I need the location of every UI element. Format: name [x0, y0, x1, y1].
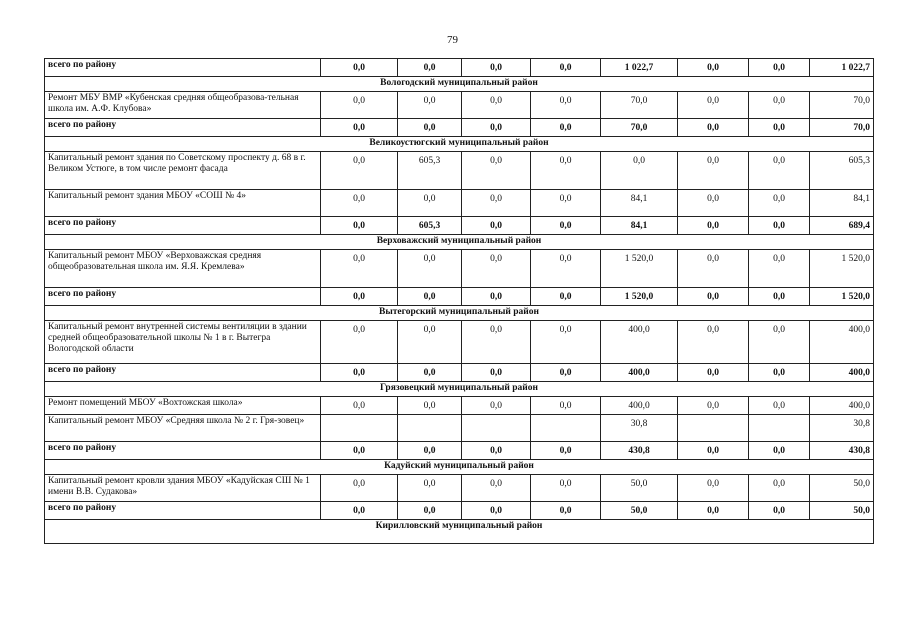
value-cell: 0,0 [321, 92, 398, 119]
value-cell: 0,0 [321, 502, 398, 520]
value-cell: 0,0 [531, 92, 601, 119]
value-cell: 0,0 [398, 442, 462, 460]
value-cell: 0,0 [749, 152, 810, 190]
value-cell: 0,0 [678, 119, 749, 137]
section-title: Кирилловский муниципальный район [45, 520, 874, 544]
table-row [45, 152, 874, 190]
value-cell: 1 520,0 [601, 288, 678, 306]
value-cell: 430,8 [810, 442, 874, 460]
value-cell: 50,0 [810, 502, 874, 520]
total-label: всего по району [45, 217, 321, 235]
value-cell: 0,0 [321, 119, 398, 137]
value-cell: 0,0 [749, 288, 810, 306]
section-title: Кадуйский муниципальный район [45, 460, 874, 475]
value-cell: 0,0 [678, 152, 749, 190]
value-cell: 84,1 [601, 190, 678, 217]
value-cell: 0,0 [531, 59, 601, 77]
value-cell: 400,0 [601, 397, 678, 415]
value-cell: 0,0 [462, 119, 531, 137]
item-name: Ремонт МБУ ВМР «Кубенская средняя общеобразова-тельная школа им. А.Ф. Клубова» [45, 92, 321, 119]
value-cell: 0,0 [749, 92, 810, 119]
item-name: Капитальный ремонт здания МБОУ «СОШ № 4» [45, 190, 321, 217]
value-cell: 0,0 [531, 502, 601, 520]
value-cell: 0,0 [749, 442, 810, 460]
section-title: Вытегорский муниципальный район [45, 306, 874, 321]
value-cell: 0,0 [749, 119, 810, 137]
section-header-row [45, 520, 874, 544]
value-cell: 0,0 [749, 397, 810, 415]
value-cell: 0,0 [462, 442, 531, 460]
value-cell: 0,0 [462, 288, 531, 306]
section-header-row [45, 137, 874, 152]
value-cell: 0,0 [531, 250, 601, 288]
value-cell: 1 520,0 [601, 250, 678, 288]
value-cell: 0,0 [678, 442, 749, 460]
value-cell: 50,0 [601, 475, 678, 502]
value-cell: 0,0 [398, 288, 462, 306]
district-total-row [45, 119, 874, 137]
value-cell: 0,0 [462, 475, 531, 502]
value-cell: 400,0 [810, 397, 874, 415]
value-cell: 0,0 [321, 217, 398, 235]
value-cell: 0,0 [678, 364, 749, 382]
value-cell: 0,0 [398, 364, 462, 382]
district-total-row [45, 442, 874, 460]
value-cell: 0,0 [321, 321, 398, 364]
value-cell: 400,0 [810, 364, 874, 382]
table-row [45, 321, 874, 364]
item-name: Капитальный ремонт МБОУ «Средняя школа № 2 г. Гря-зовец» [45, 415, 321, 442]
value-cell: 0,0 [321, 59, 398, 77]
value-cell: 0,0 [462, 59, 531, 77]
value-cell: 84,1 [810, 190, 874, 217]
value-cell: 0,0 [678, 475, 749, 502]
value-cell: 0,0 [462, 397, 531, 415]
value-cell: 0,0 [321, 190, 398, 217]
value-cell [398, 415, 462, 442]
item-name: Ремонт помещений МБОУ «Вохтожская школа» [45, 397, 321, 415]
value-cell: 0,0 [398, 321, 462, 364]
value-cell: 0,0 [749, 321, 810, 364]
section-header-row [45, 235, 874, 250]
value-cell: 0,0 [321, 475, 398, 502]
value-cell: 70,0 [601, 92, 678, 119]
value-cell: 0,0 [398, 250, 462, 288]
value-cell: 0,0 [678, 288, 749, 306]
value-cell: 30,8 [810, 415, 874, 442]
table-row [45, 397, 874, 415]
value-cell [321, 415, 398, 442]
value-cell: 0,0 [749, 59, 810, 77]
value-cell: 84,1 [601, 217, 678, 235]
item-name: Капитальный ремонт здания по Советскому проспекту д. 68 в г. Великом Устюге, в том числе ремонт фасада [45, 152, 321, 190]
value-cell: 0,0 [678, 59, 749, 77]
value-cell: 0,0 [398, 190, 462, 217]
table-body [45, 59, 874, 544]
item-name: Капитальный ремонт кровли здания МБОУ «Кадуйская СШ № 1 имени В.В. Судакова» [45, 475, 321, 502]
value-cell: 0,0 [749, 364, 810, 382]
value-cell: 0,0 [398, 502, 462, 520]
value-cell: 1 520,0 [810, 288, 874, 306]
value-cell: 0,0 [531, 364, 601, 382]
value-cell: 0,0 [678, 250, 749, 288]
value-cell: 0,0 [531, 190, 601, 217]
value-cell: 0,0 [462, 364, 531, 382]
total-label: всего по району [45, 364, 321, 382]
district-total-row [45, 364, 874, 382]
value-cell: 1 022,7 [810, 59, 874, 77]
value-cell: 0,0 [398, 475, 462, 502]
value-cell: 0,0 [321, 288, 398, 306]
value-cell: 0,0 [678, 190, 749, 217]
value-cell: 0,0 [749, 250, 810, 288]
district-total-row [45, 288, 874, 306]
value-cell: 400,0 [810, 321, 874, 364]
table-row [45, 92, 874, 119]
value-cell: 430,8 [601, 442, 678, 460]
total-label: всего по району [45, 59, 321, 77]
item-name: Капитальный ремонт МБОУ «Верховажская средняя общеобразовательная школа им. Я.Я. Кремлева» [45, 250, 321, 288]
table-row [45, 415, 874, 442]
value-cell [531, 415, 601, 442]
value-cell: 70,0 [601, 119, 678, 137]
page-number: 79 [447, 34, 458, 46]
value-cell: 1 022,7 [601, 59, 678, 77]
value-cell: 0,0 [531, 217, 601, 235]
district-total-row [45, 502, 874, 520]
value-cell: 0,0 [321, 364, 398, 382]
value-cell: 50,0 [601, 502, 678, 520]
total-label: всего по району [45, 288, 321, 306]
value-cell: 0,0 [749, 502, 810, 520]
value-cell: 70,0 [810, 92, 874, 119]
value-cell: 0,0 [531, 119, 601, 137]
value-cell: 0,0 [531, 321, 601, 364]
value-cell: 0,0 [462, 152, 531, 190]
value-cell: 50,0 [810, 475, 874, 502]
value-cell: 0,0 [531, 442, 601, 460]
value-cell: 0,0 [678, 397, 749, 415]
section-header-row [45, 77, 874, 92]
value-cell: 0,0 [678, 321, 749, 364]
table-row [45, 190, 874, 217]
value-cell: 0,0 [398, 119, 462, 137]
budget-table [44, 58, 874, 544]
value-cell: 605,3 [810, 152, 874, 190]
value-cell: 0,0 [462, 217, 531, 235]
total-label: всего по району [45, 502, 321, 520]
value-cell: 70,0 [810, 119, 874, 137]
value-cell: 0,0 [321, 152, 398, 190]
table-row [45, 250, 874, 288]
value-cell: 0,0 [398, 397, 462, 415]
table-row [45, 475, 874, 502]
value-cell: 0,0 [321, 442, 398, 460]
value-cell [749, 415, 810, 442]
value-cell: 0,0 [531, 152, 601, 190]
value-cell: 1 520,0 [810, 250, 874, 288]
value-cell: 0,0 [462, 250, 531, 288]
value-cell: 0,0 [749, 217, 810, 235]
section-header-row [45, 306, 874, 321]
total-label: всего по району [45, 119, 321, 137]
section-title: Грязовецкий муниципальный район [45, 382, 874, 397]
section-title: Великоустюгский муниципальный район [45, 137, 874, 152]
value-cell: 689,4 [810, 217, 874, 235]
value-cell: 0,0 [531, 475, 601, 502]
district-total-row [45, 59, 874, 77]
value-cell [462, 415, 531, 442]
value-cell: 0,0 [678, 217, 749, 235]
value-cell: 0,0 [462, 92, 531, 119]
value-cell: 400,0 [601, 364, 678, 382]
value-cell: 400,0 [601, 321, 678, 364]
total-label: всего по району [45, 442, 321, 460]
value-cell: 0,0 [531, 397, 601, 415]
value-cell: 0,0 [678, 92, 749, 119]
value-cell: 0,0 [462, 190, 531, 217]
value-cell: 0,0 [749, 190, 810, 217]
section-title: Верховажский муниципальный район [45, 235, 874, 250]
value-cell: 0,0 [462, 321, 531, 364]
section-title: Вологодский муниципальный район [45, 77, 874, 92]
value-cell: 30,8 [601, 415, 678, 442]
district-total-row [45, 217, 874, 235]
value-cell: 0,0 [398, 92, 462, 119]
section-header-row [45, 382, 874, 397]
value-cell: 0,0 [601, 152, 678, 190]
value-cell: 0,0 [321, 397, 398, 415]
value-cell: 0,0 [321, 250, 398, 288]
value-cell: 0,0 [462, 502, 531, 520]
value-cell: 0,0 [678, 502, 749, 520]
item-name: Капитальный ремонт внутренней системы вентиляции в здании средней общеобразовательной школы № 1 в г. Вытегра Вологодской области [45, 321, 321, 364]
section-header-row [45, 460, 874, 475]
value-cell [678, 415, 749, 442]
value-cell: 605,3 [398, 152, 462, 190]
value-cell: 0,0 [531, 288, 601, 306]
value-cell: 0,0 [749, 475, 810, 502]
value-cell: 0,0 [398, 59, 462, 77]
value-cell: 605,3 [398, 217, 462, 235]
